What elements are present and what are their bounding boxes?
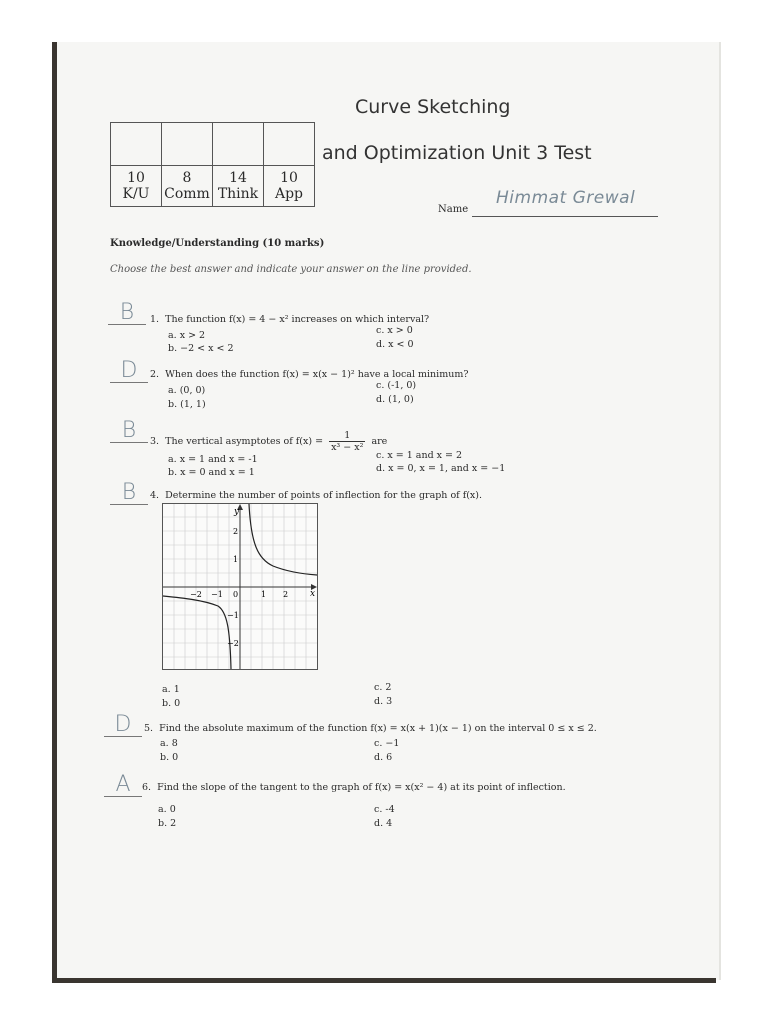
score-cell-comm — [162, 123, 213, 166]
question-number: 4. — [150, 490, 160, 501]
question-number: 1. — [150, 314, 160, 325]
option-d: d. 3 — [374, 696, 393, 707]
marks-value: 8 — [162, 166, 213, 187]
option-d: d. 6 — [374, 752, 393, 763]
option-d: d. x < 0 — [376, 339, 414, 350]
option-c: c. 2 — [374, 682, 392, 693]
x-axis-label: x — [310, 589, 316, 599]
marks-category: Comm — [162, 186, 213, 207]
option-b: b. 0 — [162, 698, 181, 709]
answer-q3: B — [121, 418, 137, 443]
option-b: b. −2 < x < 2 — [168, 343, 234, 354]
y-axis-label: y — [234, 507, 240, 517]
answer-line-q2[interactable] — [110, 360, 148, 383]
option-b: b. x = 0 and x = 1 — [168, 467, 255, 478]
option-b: b. 2 — [158, 818, 177, 829]
function-graph — [162, 503, 318, 670]
question-text: Find the absolute maximum of the function f(x) = x(x + 1)(x − 1) on the interval 0 ≤ x ≤ 2. — [159, 723, 597, 734]
score-cell-app — [264, 123, 315, 166]
score-cell-ku — [111, 123, 162, 166]
question-6 — [142, 782, 566, 793]
section-heading: Knowledge/Understanding (10 marks) — [110, 238, 325, 249]
option-b: b. (1, 1) — [168, 399, 206, 410]
x-tick-label: 0 — [233, 590, 239, 599]
answer-line-q5[interactable] — [104, 714, 142, 737]
option-d: d. (1, 0) — [376, 394, 414, 405]
question-text: The function f(x) = 4 − x² increases on which interval? — [165, 314, 430, 325]
option-a: a. (0, 0) — [168, 385, 206, 396]
answer-q1: B — [119, 300, 135, 325]
y-tick-label: 1 — [233, 555, 239, 564]
question-3 — [150, 430, 387, 453]
question-5 — [144, 723, 597, 734]
y-tick-label: −1 — [227, 611, 239, 620]
marks-category: Think — [213, 186, 264, 207]
option-a: a. x > 2 — [168, 330, 206, 341]
question-text: Determine the number of points of inflection for the graph of f(x). — [165, 490, 483, 501]
option-c: c. −1 — [374, 738, 400, 749]
fraction-numerator: 1 — [329, 430, 365, 442]
question-number: 3. — [150, 436, 160, 447]
option-d: d. 4 — [374, 818, 393, 829]
y-tick-label: −2 — [227, 639, 239, 648]
marks-category: App — [264, 186, 315, 207]
marks-table — [110, 122, 315, 207]
answer-line-q4[interactable] — [110, 482, 148, 505]
x-tick-label: 1 — [261, 590, 267, 599]
answer-q2: D — [120, 358, 138, 383]
option-c: c. -4 — [374, 804, 395, 815]
curve-left-branch — [163, 596, 231, 669]
x-tick-label: −2 — [190, 590, 202, 599]
test-title-line-1: Curve Sketching — [355, 96, 511, 118]
name-label: Name — [438, 204, 469, 215]
paper-bottom-edge — [52, 978, 716, 983]
option-d: d. x = 0, x = 1, and x = −1 — [376, 463, 506, 474]
question-number: 2. — [150, 369, 160, 380]
x-tick-label: −1 — [211, 590, 223, 599]
option-a: a. x = 1 and x = -1 — [168, 454, 258, 465]
answer-q6: A — [115, 772, 131, 797]
marks-value: 10 — [111, 166, 162, 187]
section-instructions: Choose the best answer and indicate your answer on the line provided. — [110, 264, 472, 275]
question-2 — [150, 369, 468, 380]
y-tick-label: 2 — [233, 527, 239, 536]
fraction — [329, 430, 365, 453]
question-number: 6. — [142, 782, 152, 793]
option-a: a. 0 — [158, 804, 176, 815]
option-b: b. 0 — [160, 752, 179, 763]
option-a: a. 1 — [162, 684, 180, 695]
fraction-denominator: x³ − x² — [331, 442, 364, 453]
marks-value: 10 — [264, 166, 315, 187]
option-c: c. x = 1 and x = 2 — [376, 450, 463, 461]
option-c: c. x > 0 — [376, 325, 413, 336]
question-4 — [150, 490, 482, 501]
option-a: a. 8 — [160, 738, 178, 749]
answer-line-q6[interactable] — [104, 774, 142, 797]
marks-category: K/U — [111, 186, 162, 207]
answer-line-q3[interactable] — [110, 420, 148, 443]
graph-svg — [163, 504, 317, 669]
question-text: The vertical asymptotes of f(x) = — [165, 436, 324, 447]
question-text-end: are — [371, 436, 388, 447]
question-text: When does the function f(x) = x(x − 1)² have a local minimum? — [165, 369, 469, 380]
score-cell-think — [213, 123, 264, 166]
test-title-line-2: and Optimization Unit 3 Test — [322, 142, 592, 164]
answer-q5: D — [114, 712, 132, 737]
answer-q4: B — [121, 480, 137, 505]
x-tick-label: 2 — [283, 590, 289, 599]
answer-line-q1[interactable] — [108, 302, 146, 325]
option-c: c. (-1, 0) — [376, 380, 417, 391]
question-text: Find the slope of the tangent to the graph of f(x) = x(x² − 4) at its point of inflection. — [157, 782, 566, 793]
question-number: 5. — [144, 723, 154, 734]
student-name: Himmat Grewal — [496, 188, 636, 208]
curve-right-branch — [249, 504, 317, 575]
question-1 — [150, 314, 429, 325]
marks-value: 14 — [213, 166, 264, 187]
